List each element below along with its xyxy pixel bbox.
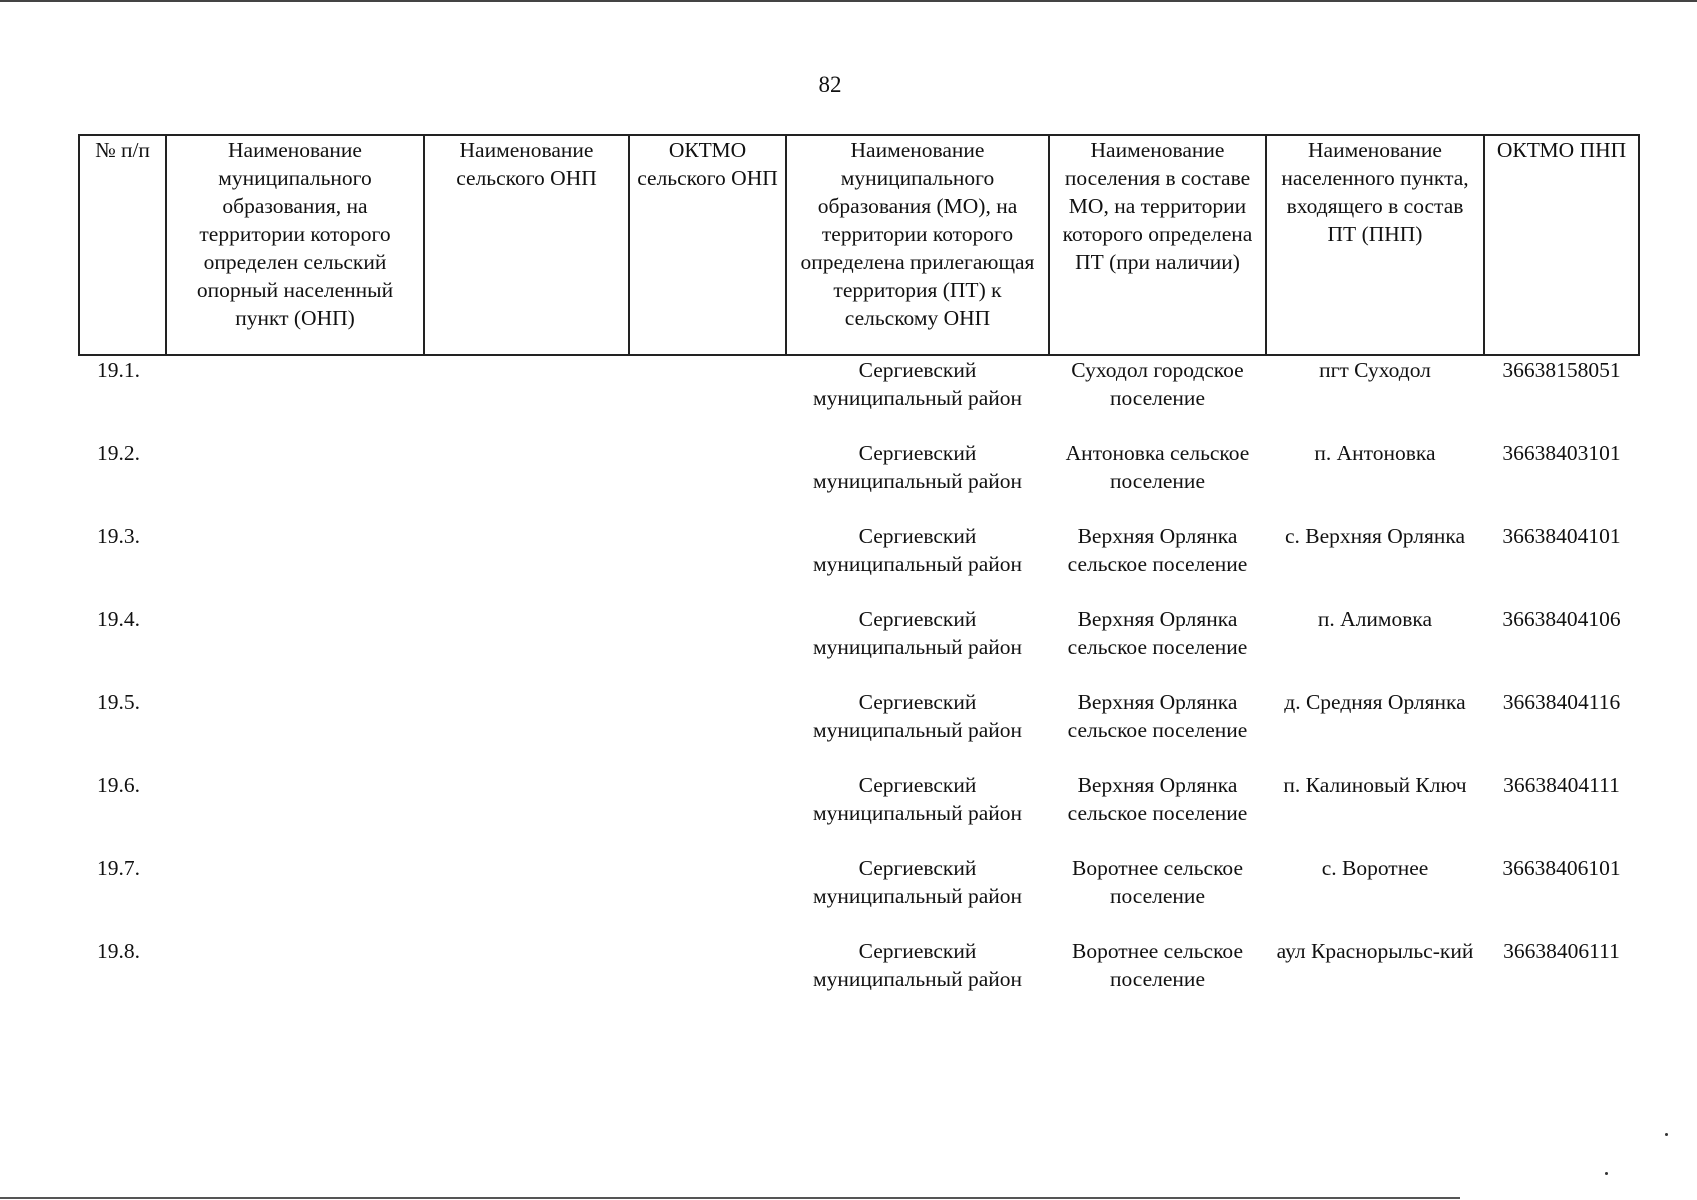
scan-speck [1605,1172,1608,1175]
empty-cell [629,771,786,854]
settlement-cell: Воротнее сельское поселение [1071,856,1243,908]
settlement-cell: Верхняя Орлянка сельское поселение [1067,773,1248,825]
municipality-cell: Сергиевский муниципальный район [812,690,1023,742]
municipality-cell: Сергиевский муниципальный район [812,939,1023,991]
settlement-cell: Суходол городское поселение [1071,358,1244,410]
locality-cell: д. Средняя Орлянка [1284,690,1466,714]
empty-cell [424,355,629,439]
table-row [79,605,1639,688]
oktmo-cell: 36638404111 [1503,773,1620,797]
table-row [79,355,1639,439]
empty-cell [166,688,424,771]
settlements-table [78,134,1640,1020]
settlement-cell: Воротнее сельское поселение [1071,939,1243,991]
empty-cell [629,355,786,439]
col-header-settlement: Наименование поселения в составе МО, на территории которого определена ПТ (при наличии) [1049,135,1266,355]
empty-cell [629,439,786,522]
empty-cell [166,771,424,854]
table-header [79,135,1639,355]
empty-cell [629,688,786,771]
scan-top-edge [0,0,1697,2]
empty-cell [424,771,629,854]
oktmo-cell: 36638406101 [1502,856,1621,880]
col-header-pnp-oktmo: ОКТМО ПНП [1484,135,1639,355]
row-number: 19.6. [97,773,140,797]
empty-cell [166,854,424,937]
row-number: 19.3. [97,524,140,548]
table-row [79,771,1639,854]
municipality-cell: Сергиевский муниципальный район [812,524,1023,576]
col-header-onp-oktmo: ОКТМО сельского ОНП [629,135,786,355]
municipality-cell: Сергиевский муниципальный район [812,358,1023,410]
municipality-cell: Сергиевский муниципальный район [812,607,1023,659]
oktmo-cell: 36638403101 [1502,441,1621,465]
table-row [79,854,1639,937]
table-row [79,937,1639,1020]
row-number: 19.7. [97,856,140,880]
locality-cell: п. Алимовка [1317,607,1433,631]
empty-cell [424,854,629,937]
table-row [79,522,1639,605]
col-header-number: № п/п [79,135,166,355]
table-row [79,688,1639,771]
header-row [79,135,1639,355]
col-header-pt-municipality: Наименование муниципального образования (МО), на территории которого определена прилегающая территория (ПТ) к сельскому ОНП [786,135,1049,355]
row-number: 19.4. [97,607,140,631]
row-number: 19.8. [97,939,140,963]
municipality-cell: Сергиевский муниципальный район [812,441,1023,493]
empty-cell [424,605,629,688]
settlement-cell: Верхняя Орлянка сельское поселение [1067,607,1248,659]
empty-cell [166,355,424,439]
oktmo-cell: 36638404101 [1502,524,1621,548]
oktmo-cell: 36638158051 [1502,358,1621,382]
oktmo-cell: 36638404116 [1502,690,1621,714]
locality-cell: аул Краснорыльс-кий [1276,939,1474,963]
empty-cell [424,439,629,522]
settlement-cell: Антоновка сельское поселение [1065,441,1250,493]
scan-bottom-edge [0,1197,1460,1199]
scan-speck [1665,1133,1668,1136]
empty-cell [166,439,424,522]
settlement-cell: Верхняя Орлянка сельское поселение [1067,690,1248,742]
empty-cell [166,937,424,1020]
oktmo-cell: 36638406111 [1503,939,1620,963]
locality-cell: пгт Суходол [1319,358,1431,382]
col-header-onp-municipality: Наименование муниципального образования, на территории которого определен сельский опорный населенный пункт (ОНП) [166,135,424,355]
table-row [79,439,1639,522]
col-header-locality: Наименование населенного пункта, входящего в состав ПТ (ПНП) [1266,135,1484,355]
empty-cell [424,937,629,1020]
empty-cell [424,688,629,771]
settlement-cell: Верхняя Орлянка сельское поселение [1067,524,1248,576]
municipality-cell: Сергиевский муниципальный район [812,773,1023,825]
empty-cell [166,522,424,605]
page-number: 82 [818,72,842,97]
row-number: 19.5. [97,690,140,714]
col-header-onp-name: Наименование сельского ОНП [424,135,629,355]
locality-cell: с. Верхняя Орлянка [1284,524,1466,548]
empty-cell [424,522,629,605]
row-number: 19.2. [97,441,140,465]
municipality-cell: Сергиевский муниципальный район [812,856,1023,908]
empty-cell [629,854,786,937]
locality-cell: п. Калиновый Ключ [1283,773,1467,797]
row-number: 19.1. [97,358,140,382]
locality-cell: п. Антоновка [1314,441,1436,465]
empty-cell [629,605,786,688]
empty-cell [629,522,786,605]
table-body [79,355,1639,1020]
empty-cell [166,605,424,688]
locality-cell: с. Воротнее [1321,856,1429,880]
empty-cell [629,937,786,1020]
oktmo-cell: 36638404106 [1502,607,1621,631]
